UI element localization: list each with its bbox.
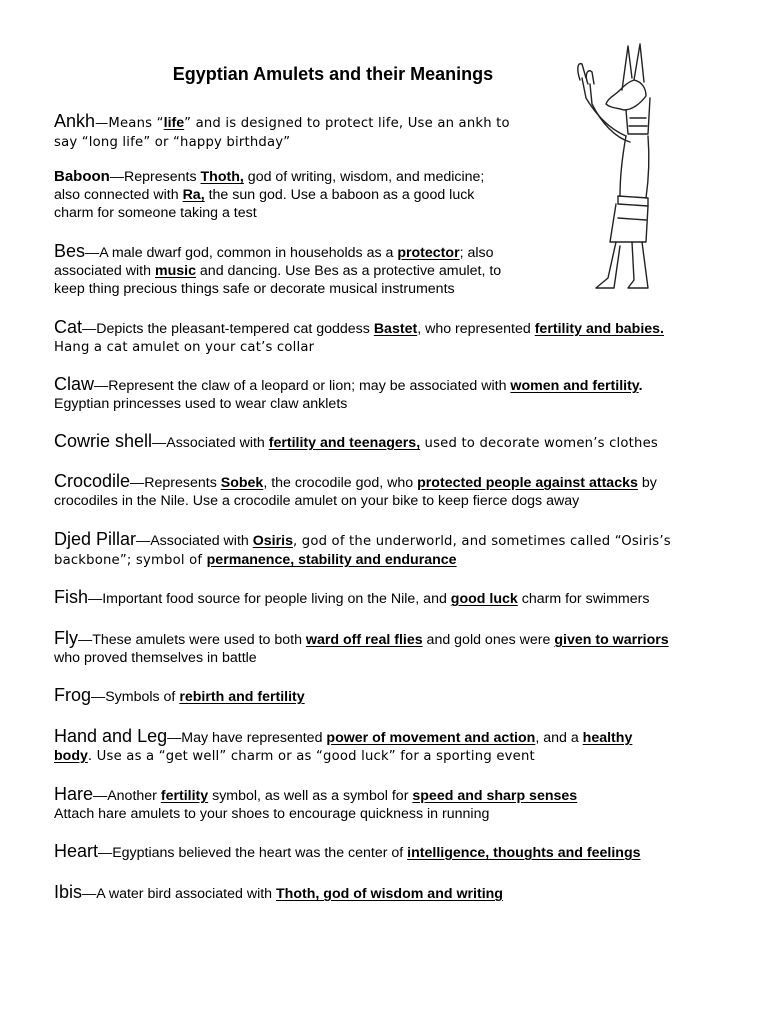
amulet-entry-cat: Cat—Depicts the pleasant-tempered cat goddess Bastet, who represented fertility and babies. Hang a cat amulet on your cat’s collar — [54, 317, 664, 355]
page-title: Egyptian Amulets and their Meanings — [172, 64, 494, 84]
term-heart: Heart — [54, 841, 99, 861]
highlight: protected people against attacks — [417, 475, 638, 491]
amulet-entry-claw: Claw—Represent the claw of a leopard or lion; may be associated with women and fertility. Egyptian princesses used to wear claw anklets — [54, 374, 643, 412]
highlight: life — [163, 115, 185, 131]
amulet-entry-cowrie: Cowrie shell—Associated with fertility and teenagers, used to decorate women’s clothes — [54, 431, 658, 451]
highlight: Sobek — [220, 475, 264, 491]
term-hand-and-leg: Hand and Leg — [54, 726, 168, 746]
amulet-entry-hare: Hare—Another fertility symbol, as well as a symbol for speed and sharp senses Attach hare amulets to your shoes to encourage quickness in running — [54, 784, 578, 822]
highlight: speed and sharp senses — [412, 788, 578, 804]
highlight: Osiris — [252, 533, 293, 549]
highlight: given to warriors — [554, 632, 669, 648]
highlight: women and fertility — [510, 378, 639, 394]
term-frog: Frog — [54, 685, 92, 705]
highlight: body — [54, 748, 88, 764]
term-cat: Cat — [54, 317, 83, 337]
highlight: protector — [397, 245, 460, 261]
highlight: intelligence, thoughts and feelings — [407, 845, 641, 861]
highlight: rebirth and fertility — [179, 689, 305, 705]
amulet-entry-ankh: Ankh—Means “life” and is designed to protect life, Use an ankh to say “long life” or “happy birthday” — [54, 111, 510, 150]
term-claw: Claw — [54, 374, 95, 394]
highlight: music — [154, 263, 196, 279]
amulet-entry-crocodile: Crocodile—Represents Sobek, the crocodile god, who protected people against attacks by crocodiles in the Nile. Use a crocodile amulet on your bike to keep fierce dogs away — [54, 471, 657, 509]
amulet-entry-hand-and-leg: Hand and Leg—May have represented power of movement and action, and a healthy body. Use as a “get well” charm or as “good luck” for a sporting event — [54, 726, 633, 764]
highlight: good luck — [450, 591, 518, 607]
term-djed-pillar: Djed Pillar — [54, 529, 137, 549]
highlight: Bastet — [373, 321, 418, 337]
amulet-entry-ibis: Ibis—A water bird associated with Thoth, god of wisdom and writing — [54, 882, 503, 902]
term-hare: Hare — [54, 784, 94, 804]
highlight: Thoth, god of wisdom and writing — [276, 886, 503, 902]
term-ibis: Ibis — [54, 882, 83, 902]
amulet-entry-fish: Fish—Important food source for people living on the Nile, and good luck charm for swimmers — [54, 587, 650, 607]
highlight: ward off real flies — [305, 632, 423, 648]
amulet-entry-heart: Heart—Egyptians believed the heart was the center of intelligence, thoughts and feelings — [54, 841, 641, 861]
highlight: Ra, — [182, 187, 205, 203]
highlight: power of movement and action — [326, 730, 536, 746]
amulet-entry-djed-pillar: Djed Pillar—Associated with Osiris, god of the underworld, and sometimes called “Osiris’s backbone”; symbol of permanence, stability and endurance — [54, 529, 671, 568]
term-ankh: Ankh — [54, 111, 96, 131]
term-crocodile: Crocodile — [54, 471, 131, 491]
term-fish: Fish — [54, 587, 89, 607]
amulet-entry-frog: Frog—Symbols of rebirth and fertility — [54, 685, 305, 705]
highlight: fertility — [160, 788, 209, 804]
highlight: permanence, stability and endurance — [206, 552, 457, 568]
amulet-entry-fly: Fly—These amulets were used to both ward off real flies and gold ones were given to warriors who proved themselves in battle — [54, 628, 669, 666]
highlight: fertility and teenagers, — [268, 435, 421, 451]
term-bes: Bes — [54, 241, 86, 261]
highlight: Thoth, — [200, 169, 244, 185]
term-fly: Fly — [54, 628, 78, 648]
highlight: fertility and babies. — [534, 321, 664, 337]
amulet-entry-bes: Bes—A male dwarf god, common in households as a protector; also associated with music and dancing. Use Bes as a protective amulet, to keep thing precious things safe or decorate musical instruments — [54, 241, 502, 297]
term-cowrie-shell: Cowrie shell — [54, 431, 153, 451]
amulet-entry-baboon: Baboon—Represents Thoth, god of writing, wisdom, and medicine; also connected with Ra, the sun god. Use a baboon as a good luck charm for someone taking a test — [54, 168, 485, 221]
highlight: healthy — [582, 730, 633, 746]
term-baboon: Baboon — [54, 168, 110, 185]
